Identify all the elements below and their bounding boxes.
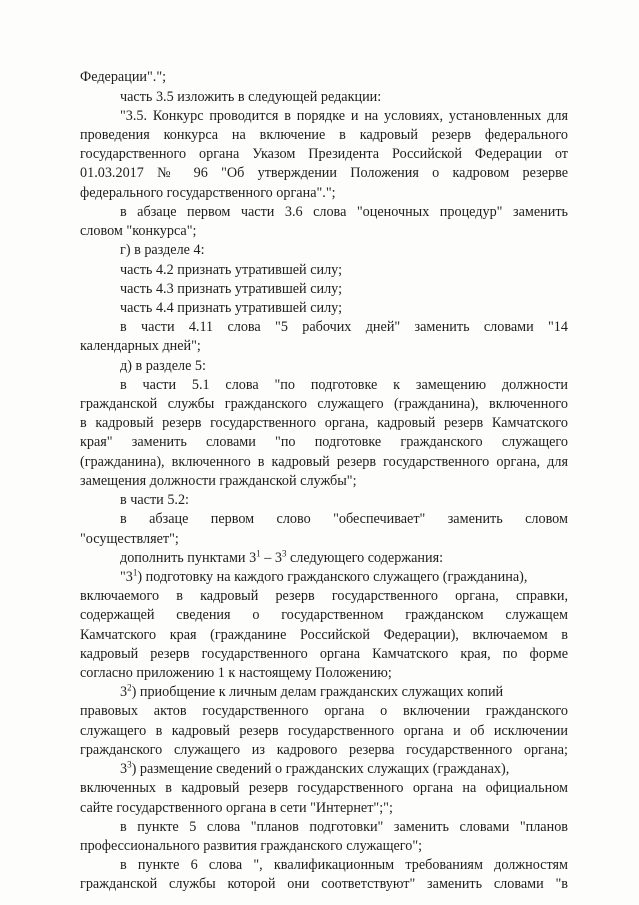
text-line: в части 5.2: — [120, 492, 189, 508]
text-line: в кадровый резерв государственного органа, кадровый резерв Камчатского — [80, 415, 568, 431]
text-line: в пункте 5 слова "планов подготовки" заменить словами "планов — [120, 819, 568, 835]
text-line: $3^2$) приобщение к личным делам гражданских служащих копий — [120, 682, 504, 700]
text-line: проведения конкурса на включение в кадровый резерв федерального — [80, 127, 568, 143]
text-line: федерального государственного органа"."; — [80, 185, 336, 201]
text-line: в части 5.1 слова "по подготовке к замещению должности — [120, 377, 568, 393]
text-line: гражданской службы гражданского служащего (гражданина), включенного — [80, 396, 568, 412]
text-line: согласно приложению 1 к настоящему Положению; — [80, 665, 392, 681]
text-line: часть 4.4 признать утратившей силу; — [120, 300, 343, 316]
text-line: часть 3.5 изложить в следующей редакции: — [120, 89, 382, 105]
text-line: дополнить пунктами $3^1 - 3^3$ следующего содержания: — [120, 548, 444, 566]
text-line: "3.5. Конкурс проводится в порядке и на условиях, установленных для — [120, 108, 568, 124]
text-line: (гражданина), включенного в кадровый резерв государственного органа, для — [80, 454, 568, 470]
text-line: замещения должности гражданской службы"; — [80, 473, 357, 489]
text-line: гражданской службы которой они соответствуют" заменить словами "в — [80, 876, 568, 892]
text-line: гражданского служащего из кадрового резерва государственного органа; — [80, 742, 568, 758]
text-line: включаемого в кадровый резерв государственного органа, справки, — [80, 588, 568, 604]
text-line: в части 4.11 слова "5 рабочих дней" заменить словами "14 — [120, 319, 568, 335]
text-line: в пункте 6 слова ", квалификационным требованиям должностям — [120, 857, 568, 873]
text-line: государственного органа Указом Президента Российской Федерации от — [80, 146, 568, 162]
text-line: Федерации"."; — [80, 69, 167, 85]
text-line: календарных дней"; — [80, 338, 201, 354]
text-line: кадровый резерв государственного органа Камчатского края, по форме — [80, 646, 568, 662]
text-line: профессионального развития гражданского служащего"; — [80, 838, 423, 854]
text-line: 01.03.2017 № 96 "Об утверждении Положения о кадровом резерве — [80, 165, 568, 181]
text-line: "$3^1$) подготовку на каждого гражданского служащего (гражданина), — [120, 567, 528, 585]
text-line: содержащей сведения о государственном гражданском служащем — [80, 607, 568, 623]
text-line: часть 4.2 признать утратившей силу; — [120, 262, 343, 278]
text-line: правовых актов государственного органа о включении гражданского — [80, 703, 568, 719]
text-line: сайте государственного органа в сети "Интернет";"; — [80, 800, 393, 816]
text-line: часть 4.3 признать утратившей силу; — [120, 281, 343, 297]
text-line: края" заменить словами "по подготовке гражданского служащего — [80, 434, 568, 450]
text-line: г) в разделе 4: — [120, 242, 205, 258]
text-line: Камчатского края (гражданине Российской Федерации), включаемом в — [80, 627, 568, 643]
text-line: служащего в кадровый резерв государственного органа и об исключении — [80, 723, 568, 739]
text-line: $3^3$) размещение сведений о гражданских служащих (гражданах), — [120, 759, 510, 777]
text-line: д) в разделе 5: — [120, 358, 206, 374]
text-line: включенных в кадровый резерв государственного органа на официальном — [80, 780, 568, 796]
text-line: "осуществляет"; — [80, 531, 179, 547]
text-line: в абзаце первом слово "обеспечивает" заменить словом — [120, 511, 568, 527]
text-line: словом "конкурса"; — [80, 223, 197, 239]
text-line: в абзаце первом части 3.6 слова "оценочных процедур" заменить — [120, 204, 568, 220]
